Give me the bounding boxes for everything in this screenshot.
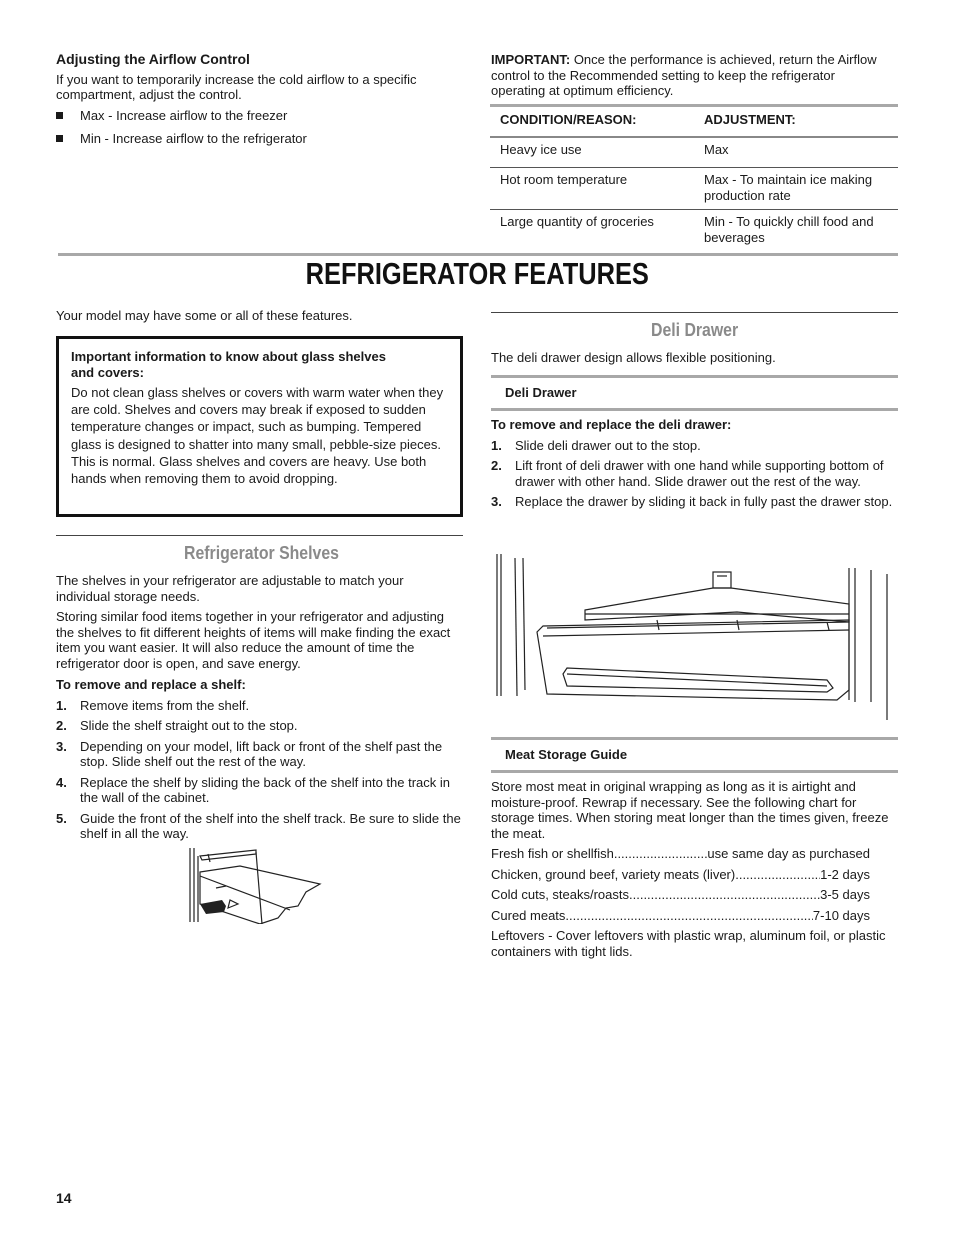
list-item [56, 108, 461, 124]
airflow-section [56, 52, 461, 147]
deli-rule [491, 312, 898, 313]
glass-warning-box [56, 336, 463, 517]
airflow-table [490, 107, 898, 251]
table-row [490, 210, 898, 252]
meat-bar-heading: Meat Storage Guide [491, 737, 898, 773]
list-item [56, 698, 461, 714]
list-item [491, 494, 896, 510]
table-row [490, 137, 898, 168]
list-item [56, 718, 461, 734]
meat-section [491, 779, 891, 959]
step-number: 3. [491, 494, 502, 509]
table-cell: Max [694, 137, 898, 168]
list-item [56, 811, 461, 842]
meat-name: Chicken, ground beef, variety meats (liver) [491, 866, 736, 882]
airflow-important [491, 52, 891, 99]
important-label: IMPORTANT: [491, 52, 571, 67]
meat-name: Fresh fish or shellfish [491, 846, 614, 861]
shelves-heading: Refrigerator Shelves [184, 543, 339, 563]
airflow-bullet-max: Max - Increase airflow to the freezer [80, 107, 288, 123]
step-number: 2. [491, 458, 502, 473]
step-text: Remove items from the shelf. [80, 697, 250, 713]
list-item [491, 458, 896, 489]
table-header-cell: CONDITION/REASON: [490, 107, 694, 137]
table-cell: Heavy ice use [490, 137, 694, 168]
shelf-illustration [186, 846, 326, 924]
dot-leader [735, 867, 820, 883]
table-header-cell: ADJUSTMENT: [694, 107, 898, 137]
important-text: Once the performance is achieved, return the Airflow control to the Recommended setting to keep the refrigerator operating at optimum efficiency. [491, 52, 877, 98]
step-text: Replace the drawer by sliding it back in fully past the drawer stop. [515, 494, 893, 509]
shelves-p2: Storing similar food items together in your refrigerator and adjusting the shelves to fit different heights of items will make finding the exact item you want easier. It will also reduce the amount of time the refrigerator door is open, and save energy. [56, 609, 451, 671]
glass-warning-title: Important information to know about glass shelves and covers: [71, 349, 386, 380]
step-text: Depending on your model, lift back or front of the shelf past the stop. Slide shelf out the rest of the way. [80, 738, 443, 769]
dot-leader [629, 887, 820, 903]
meat-row [491, 867, 870, 883]
airflow-intro: If you want to temporarily increase the cold airflow to a specific compartment, adjust the control. [56, 71, 417, 102]
step-text: Slide deli drawer out to the stop. [515, 437, 701, 453]
step-number: 1. [491, 437, 502, 453]
step-number: 4. [56, 774, 67, 790]
meat-intro: Store most meat in original wrapping as long as it is airtight and moisture-proof. Rewrap if necessary. See the following chart for storage times. When storing meat longer than the times given, freeze the meat. [491, 779, 889, 841]
deli-heading-wrap [651, 320, 750, 340]
table-cell: Max - To maintain ice making production rate [694, 168, 898, 210]
meat-row [491, 887, 870, 903]
dot-leader [614, 846, 708, 862]
meat-chart [491, 846, 870, 923]
deli-bar-heading: Deli Drawer [491, 375, 898, 411]
shelves-rule [56, 535, 463, 536]
shelves-p1: The shelves in your refrigerator are adjustable to match your individual storage needs. [56, 573, 404, 604]
airflow-title: Adjusting the Airflow Control [56, 51, 250, 67]
deli-intro: The deli drawer design allows flexible positioning. [491, 350, 776, 365]
page-title-wrap [0, 256, 954, 291]
table-cell: Hot room temperature [490, 168, 694, 210]
meat-name: Cold cuts, steaks/roasts [491, 887, 629, 902]
glass-warning-text: Do not clean glass shelves or covers with warm water when they are cold. Shelves and covers may break if exposed to sudden temperature changes or impact, such as bumping. Tempered glass is designed to shatter into many small, pebble-size pieces. This is normal. Glass shelves and covers are heavy. Use both hands when removing them to avoid dropping. [71, 385, 444, 487]
meat-time: 3-5 days [820, 887, 870, 902]
step-text: Guide the front of the shelf into the shelf track. Be sure to slide the shelf in all the way. [80, 810, 461, 841]
shelves-section [56, 573, 461, 842]
meat-time: 7-10 days [812, 907, 870, 923]
meat-row [491, 846, 870, 862]
airflow-table-wrap [490, 104, 898, 251]
meat-name: Cured meats [491, 907, 566, 923]
table-cell: Large quantity of groceries [500, 214, 654, 229]
list-item [56, 775, 461, 806]
step-number: 3. [56, 738, 67, 754]
table-row [490, 168, 898, 210]
bullet-icon [56, 135, 63, 142]
deli-drawer-illustration [487, 550, 892, 722]
deli-heading: Deli Drawer [651, 320, 739, 340]
shelves-steps-title: To remove and replace a shelf: [56, 677, 246, 692]
deli-steps-title: To remove and replace the deli drawer: [491, 417, 732, 432]
step-text: Slide the shelf straight out to the stop. [80, 718, 298, 733]
table-cell: Min - To quickly chill food and beverages [704, 214, 874, 245]
shelves-heading-wrap [184, 543, 360, 563]
meat-leftovers: Leftovers - Cover leftovers with plastic wrap, aluminum foil, or plastic containers with tight lids. [491, 928, 886, 959]
meat-row [491, 908, 870, 924]
airflow-bullet-min: Min - Increase airflow to the refrigerator [80, 131, 307, 146]
page-number: 14 [56, 1190, 72, 1206]
list-item [56, 739, 461, 770]
deli-steps [491, 417, 896, 510]
list-item [56, 131, 461, 147]
meat-time: use same day as purchased [707, 846, 870, 861]
features-intro: Your model may have some or all of these features. [56, 308, 353, 323]
step-number: 2. [56, 718, 67, 733]
step-text: Lift front of deli drawer with one hand while supporting bottom of drawer with other hand. Slide drawer out the rest of the way. [515, 458, 884, 489]
step-number: 5. [56, 810, 67, 826]
meat-time: 1-2 days [820, 866, 870, 882]
list-item [491, 438, 896, 454]
dot-leader [565, 908, 812, 924]
step-number: 1. [56, 697, 67, 713]
table-header-row [490, 107, 898, 137]
important-paragraph [491, 52, 891, 99]
bullet-icon [56, 112, 63, 119]
page-title: REFRIGERATOR FEATURES [305, 256, 649, 291]
step-text: Replace the shelf by sliding the back of the shelf into the track in the wall of the cabinet. [80, 774, 450, 805]
